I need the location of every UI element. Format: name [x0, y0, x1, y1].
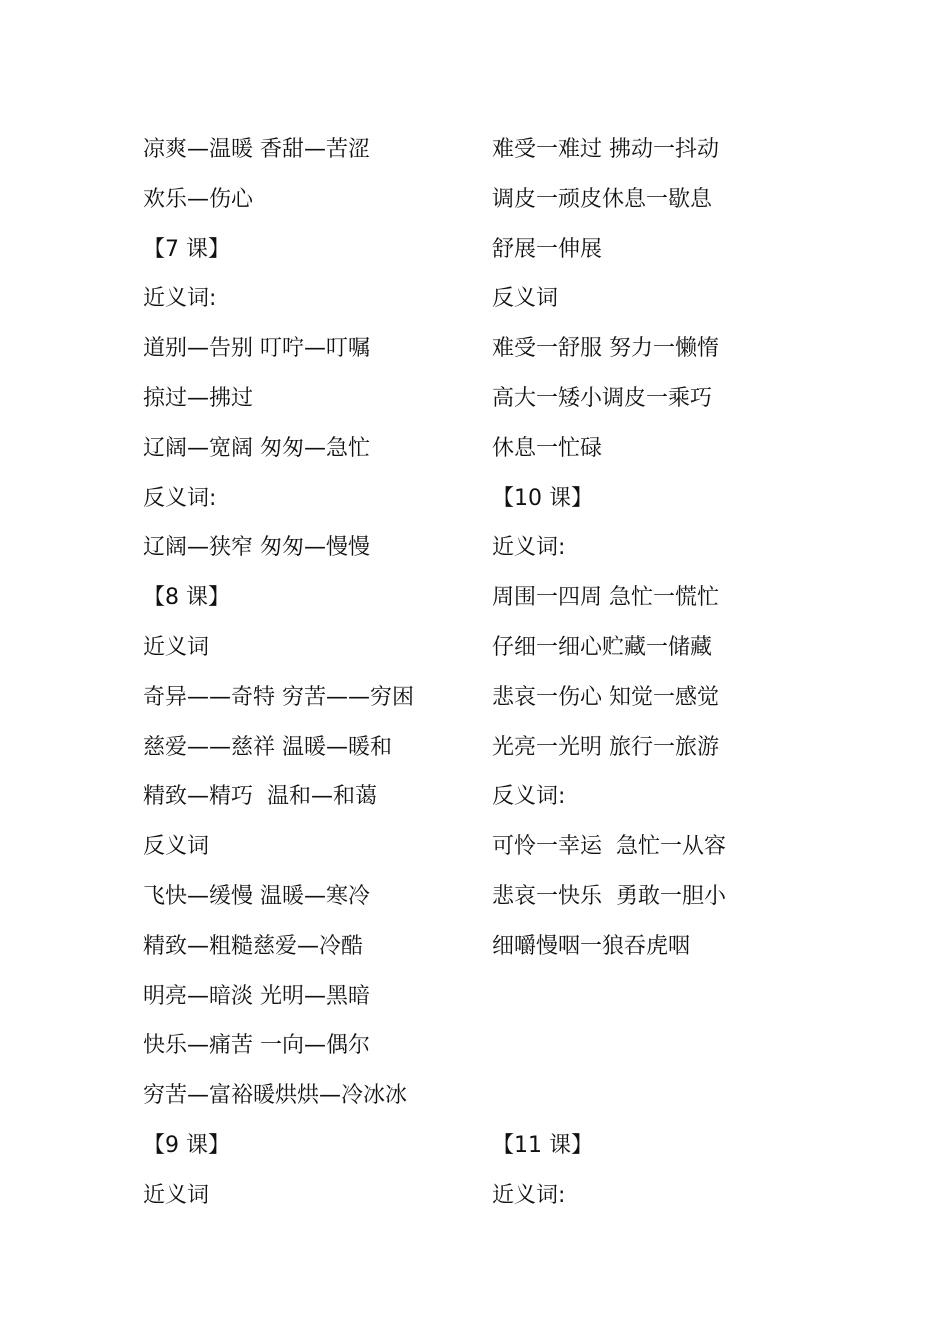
section-label: 近义词: [492, 535, 566, 561]
section-label: 反义词: [492, 784, 566, 810]
lesson-heading: 【9 课】 [143, 1132, 230, 1158]
text-line: 精致—精巧 温和—和蔼 [143, 784, 377, 810]
text-line: 难受一难过 拂动一抖动 [492, 137, 719, 162]
text-line: 周围一四周 急忙一慌忙 [492, 585, 719, 611]
text-line: 明亮—暗淡 光明—黑暗 [143, 983, 370, 1009]
text-line: 奇异——奇特 穷苦——穷困 [143, 684, 414, 710]
section-label: 反义词 [143, 834, 210, 860]
text-line: 飞快—缓慢 温暖—寒冷 [143, 883, 370, 909]
text-line: 凉爽—温暖 香甜—苦涩 [143, 137, 370, 162]
section-label: 近义词: [492, 1182, 566, 1208]
text-line: 难受一舒服 努力一懒惰 [492, 336, 719, 362]
lesson-heading: 【10 课】 [492, 485, 593, 511]
text-line: 光亮一光明 旅行一旅游 [492, 734, 719, 760]
text-line: 高大一矮小调皮一乘巧 [492, 385, 713, 411]
right-column [492, 131, 822, 1227]
text-line: 舒展一伸展 [492, 236, 603, 262]
section-label: 近义词 [143, 1182, 210, 1208]
text-line: 慈爱——慈祥 温暖—暖和 [143, 734, 392, 760]
lesson-heading: 【7 课】 [143, 236, 230, 262]
section-label: 反义词: [143, 485, 217, 511]
text-line: 悲哀一快乐 勇敢一胆小 [492, 883, 726, 909]
text-line: 掠过—拂过 [143, 385, 254, 411]
lesson-heading: 【8 课】 [143, 585, 230, 611]
blank-line [492, 1077, 822, 1127]
text-line: 道别—告别 叮咛—叮嘱 [143, 336, 370, 362]
text-line: 欢乐—伤心 [143, 186, 254, 212]
blank-line [492, 978, 822, 1028]
text-line: 精致—粗糙慈爱—冷酷 [143, 933, 364, 959]
lesson-heading: 【11 课】 [492, 1132, 593, 1158]
text-line: 休息一忙碌 [492, 435, 603, 461]
text-line: 仔细一细心贮藏一储藏 [492, 634, 713, 660]
text-line: 辽阔—狭窄 匆匆—慢慢 [143, 535, 370, 561]
left-column [143, 131, 473, 1227]
text-line: 悲哀一伤心 知觉一感觉 [492, 684, 719, 710]
section-label: 近义词 [143, 634, 210, 660]
section-label: 反义词 [492, 286, 559, 312]
text-line: 调皮一顽皮休息一歇息 [492, 186, 713, 212]
text-line: 辽阔—宽阔 匆匆—急忙 [143, 435, 370, 461]
text-line: 快乐—痛苦 一向—偶尔 [143, 1033, 370, 1059]
text-line: 穷苦—富裕暖烘烘—冷冰冰 [143, 1083, 408, 1109]
blank-line [492, 1027, 822, 1077]
section-label: 近义词: [143, 286, 217, 312]
text-line: 细嚼慢咽一狼吞虎咽 [492, 933, 691, 959]
text-line: 可怜一幸运 急忙一从容 [492, 834, 726, 860]
